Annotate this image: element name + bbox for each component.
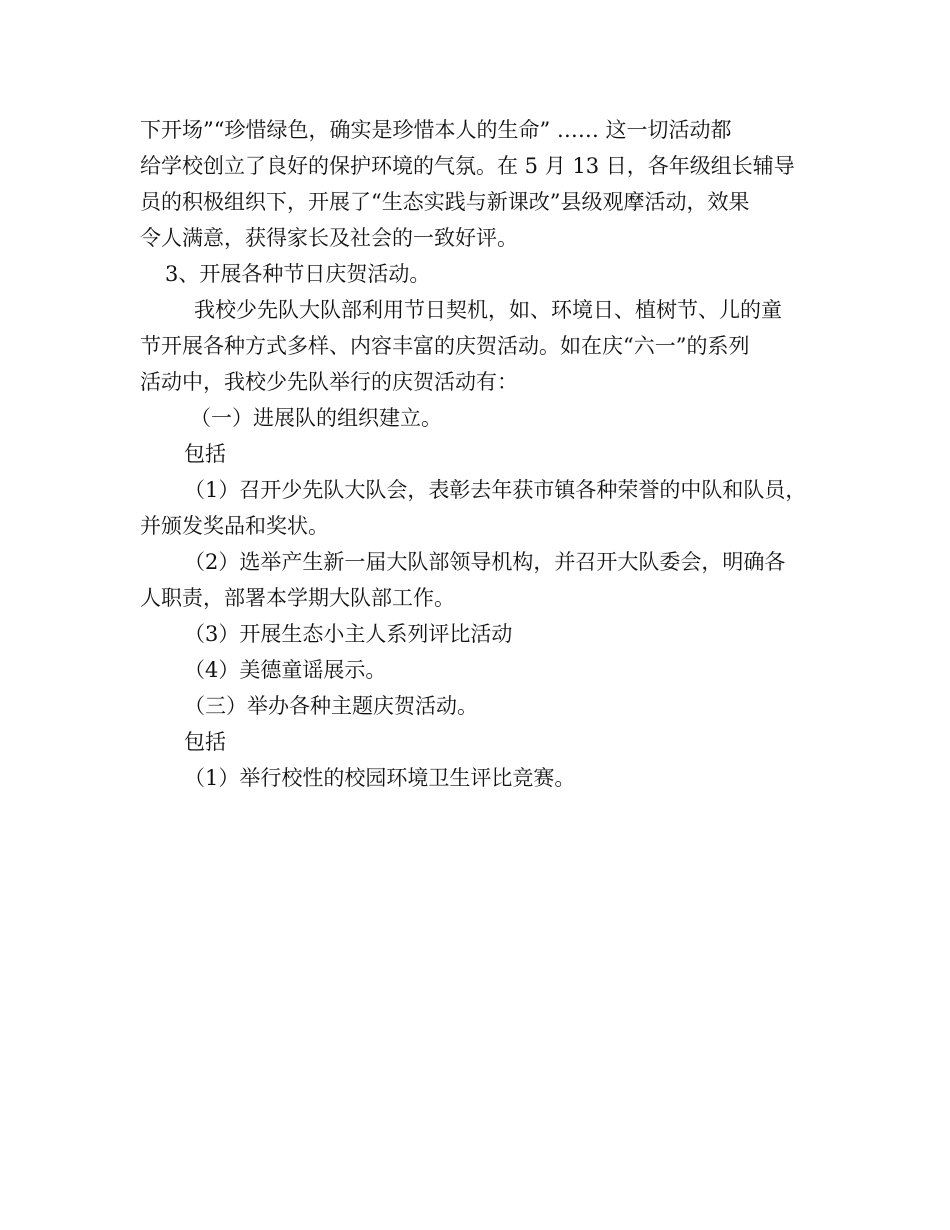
- paragraph-line: 包括: [184, 442, 226, 466]
- list-item: （2）选举产生新一届大队部领导机构，并召开大队委会，明确各: [184, 550, 786, 574]
- list-item: （1）召开少先队大队会，表彰去年获市镇各种荣誉的中队和队员，: [184, 478, 807, 502]
- paragraph-line: 令人满意，获得家长及社会的一致好评。: [140, 226, 518, 250]
- subsection-heading: （一）进展队的组织建立。: [190, 406, 442, 430]
- paragraph-line: 包括: [184, 730, 226, 754]
- list-item: （3）开展生态小主人系列评比活动: [184, 622, 513, 646]
- paragraph-line: 节开展各种方式多样、内容丰富的庆贺活动。如在庆“六一”的系列: [140, 334, 750, 358]
- paragraph-line: 人职责，部署本学期大队部工作。: [140, 586, 455, 610]
- paragraph-line: 并颁发奖品和奖状。: [140, 514, 329, 538]
- paragraph-line: 给学校创立了良好的保护环境的气氛。在 5 月 13 日，各年级组长辅导: [140, 154, 795, 178]
- list-item: （1）举行校性的校园环境卫生评比竞赛。: [184, 766, 576, 790]
- paragraph-line: 员的积极组织下，开展了“生态实践与新课改”县级观摩活动，效果: [140, 190, 750, 214]
- paragraph-line: 活动中，我校少先队举行的庆贺活动有：: [140, 370, 518, 394]
- section-heading: 3、开展各种节日庆贺活动。: [165, 262, 431, 286]
- paragraph-line: 下开场”“珍惜绿色，确实是珍惜本人的生命” …… 这一切活动都: [140, 118, 732, 142]
- paragraph-line: 我校少先队大队部利用节日契机，如、环境日、植树节、儿的童: [194, 298, 782, 322]
- subsection-heading: （三）举办各种主题庆贺活动。: [184, 694, 478, 718]
- list-item: （4）美德童谣展示。: [184, 658, 387, 682]
